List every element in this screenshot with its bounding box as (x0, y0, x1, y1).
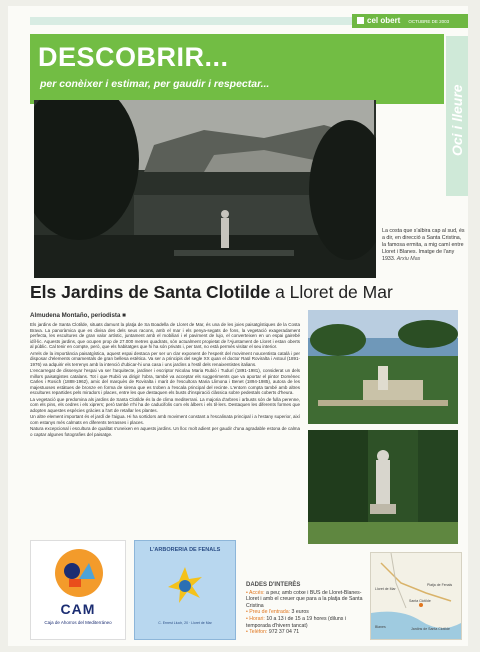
map-label: Blanes (375, 625, 386, 629)
garden-photo-statue (308, 430, 458, 544)
map-label: Platja de Fenals (427, 583, 453, 587)
section-name: cel obert (367, 16, 401, 25)
garden-photo-terrace (308, 310, 458, 424)
issue-date: OCTUBRE DE 2003 (408, 19, 450, 24)
header-title: DESCOBRIR... (38, 42, 229, 72)
info-box (246, 582, 366, 636)
info-item: • Accés: a peu; amb cotxe i BUS de Lloret-Blanes-Lloret i amb el creuer que para a la platja de Santa Cristina (246, 589, 363, 609)
photo-credit: Arxiu Mas (396, 256, 421, 262)
photo-caption (382, 228, 466, 263)
sun-flower-icon (165, 565, 205, 605)
top-strip (8, 14, 468, 28)
article-author (30, 312, 126, 319)
info-bullet-icon: • (246, 629, 248, 636)
info-bullet-icon: • (246, 609, 248, 616)
article-paragraph: Un altre element important és el jardí de l'aigua. Hi ha sortidors amb moviment constant a l'escalinata principal i a l'estany superior, així com estanys més calmats en diferents terrasses i places. (30, 414, 300, 425)
main-photo-image (34, 100, 376, 278)
garden-photo-statue-image (308, 430, 458, 544)
cam-subtitle: Caja de Ahorros del Mediterráneo (44, 620, 112, 625)
arboreria-text: C. Ernest Lluch, 20 · Lloret de Mar (158, 621, 212, 625)
top-strip-bar (30, 17, 360, 25)
article-author-name: Almudena Montaño, periodista (30, 312, 121, 319)
article-title (30, 282, 470, 303)
side-label: Oci i lleure (449, 84, 465, 156)
ad-arboreria[interactable] (134, 540, 236, 640)
section-square-icon (357, 17, 364, 24)
info-title: DADES D'INTERÈS (246, 582, 301, 588)
info-item: • Preu de l'entrada: 3 euros (246, 609, 309, 616)
main-photo (34, 100, 376, 278)
ad-cam[interactable] (30, 540, 126, 640)
cam-logo-icon (55, 549, 103, 597)
header-banner (30, 34, 444, 104)
article-title-bold: Els Jardins de Santa Clotilde (30, 282, 271, 302)
arboreria-title: L'ARBORERIA DE FENALS (149, 547, 221, 553)
info-item: • Horari: 10 a 13 i de 15 a 19 hores (diluns i temporada d'hivern tancat) (246, 615, 346, 629)
header-subtitle: per conèixer i estimar, per gaudir i respectar... (40, 78, 270, 90)
cam-name: CAM (60, 601, 96, 617)
info-item: • Telèfon: 972 37 04 71 (246, 629, 300, 636)
article-paragraph: Natura excepcional i escultura de qualitat s'uneixen en aquests jardins. Un lloc molt adient per gaudir d'una agradable estona de calma o captar algunes fotografies del paisatge. (30, 426, 300, 437)
article-title-rest: a Lloret de Mar (270, 282, 393, 302)
map-label: Santa Clotilde (409, 599, 431, 603)
garden-photo-terrace-image (308, 310, 458, 424)
info-bullet-icon: • (246, 615, 248, 622)
article-paragraph: Arrels de la importància paisatgística, aquest espai destaca per ser un clar exponent de l'esperit del moviment noucentista català i per disposar d'elements ornamentals de gran bellesa estètica. Va ser a principis del segle XX quan el doctor Raül Roviralta i Astoul (1891-1976) va adquirir els terrenys amb la intenció d'ubicar-hi una casa i uns jardins a l'estil dels renaixentistes italians. (30, 350, 300, 367)
photo-caption-text: La costa que s'albira cap al sud, és a dir, en direcció a Santa Cristina, la famosa ermita, a mig camí entre Lloret i Blanes. Imatge de l'any 1933. (382, 228, 465, 262)
magazine-page (8, 6, 468, 646)
side-column (446, 36, 468, 196)
section-tag (352, 14, 468, 28)
info-bullet-icon: • (246, 589, 248, 596)
map-label: Lloret de Mar (375, 587, 396, 591)
article-paragraph: Els jardins de Santa Clotilde, situats damunt la platja de Sa Boadella de Lloret de Mar, és una de les joies paisatgístiques de la Costa Brava. La panoràmica que es divisa des dels seus racons, amb el mar i els penya-segats de fons, la vegetació exageradament perfecta, les escultures de gran valor artístic, juntament amb el mobiliari i el paviment de lujo, el converteixen en un espai gairebé idíl·lic. Aquests jardins, que ocupen prop de 27.000 metres quadrats, són actualment propietat de l'Ajuntament de Lloret i estan oberts al públic. Cal tenir en compte, però, que els habitatges que hi ha són privats i, per tant, no està permès visitar el seu interior. (30, 322, 300, 349)
article-body (30, 322, 300, 534)
map-legend: Jardins de Santa Clotilde (411, 627, 450, 631)
author-bullet-icon: ■ (122, 312, 126, 319)
location-map[interactable] (370, 552, 462, 640)
article-paragraph: L'encarregat de dissenyar l'espai va ser l'arquitecte, jardiner i escriptor Nicolau Maria Rubió i Tudurí (1891-1981), considerat un dels millors paisatgistes catalans. Tot i que Rubió va dirigir l'obra, també va acceptar els suggeriments que va aportar el pintor Domènec Carles i Rosich (1888-1962), amic del marquès de Roviralta i marit de l'escultora Maria Llimona i Benet (1894-1985), autora de les majestuoses estàtues de bronze en forma de sirena que es troben a l'escala principal del recinte. L'entorn compta també amb altres escultures repartides pels miradors i places, entre les que destaquen els busts d'inspiració clàssica sobre pedestals coberts d'heura. (30, 368, 300, 395)
article-paragraph: La vegetació que predomina als jardins de Santa Clotilde és la de clima mediterrani. La majoria d'arbres i arbusts són de fulla perenne, com els pins, els cedres i els xiprers; però també n'hi ha de caducifolis com els àlbers i els til·lers. Destaquen les diferents formes que adopten aquestes espècies gràcies a l'art de retallar les plantes. (30, 396, 300, 413)
